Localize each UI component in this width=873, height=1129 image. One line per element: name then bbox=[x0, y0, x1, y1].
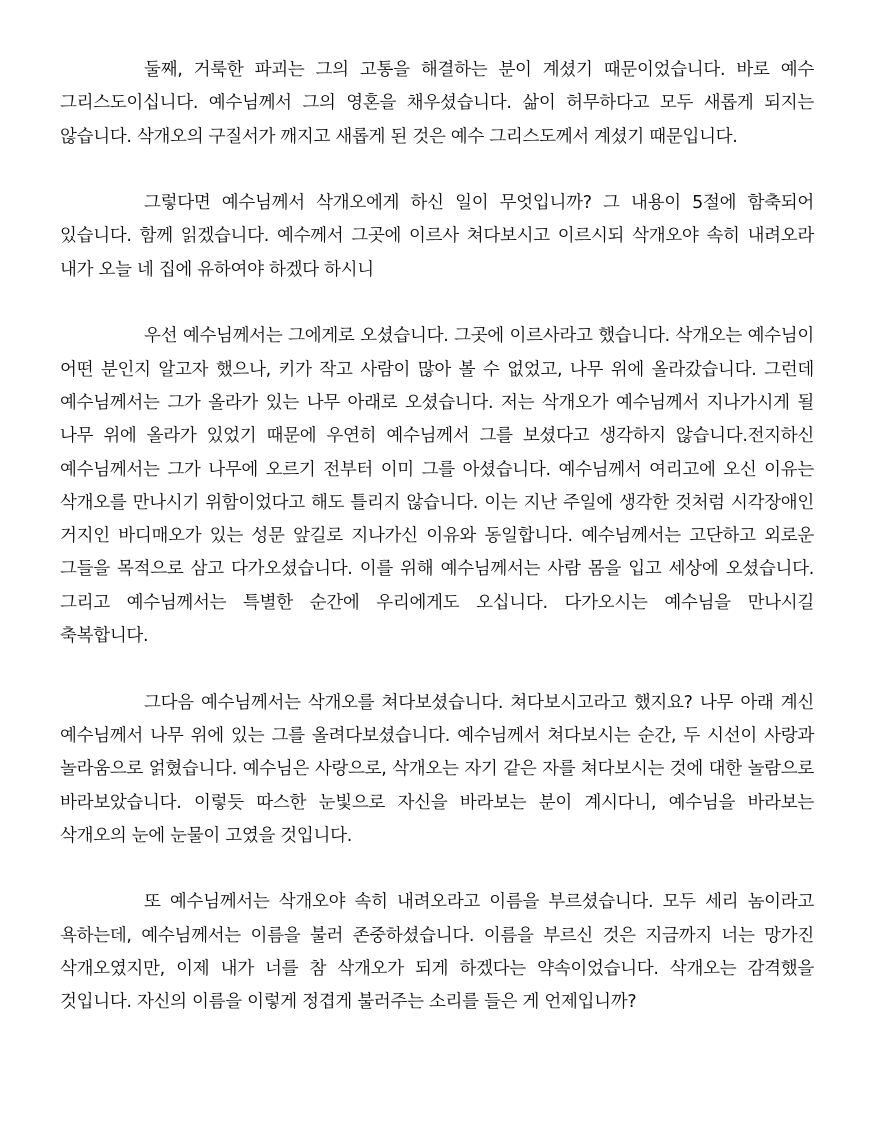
paragraph-3: 우선 예수님께서는 그에게로 오셨습니다. 그곳에 이르사라고 했습니다. 삭개오는 예수님이 어떤 분인지 알고자 했으나, 키가 작고 사람이 많아 볼 수 없었고, 나무 위에 올라갔습니다. 그런데 예수님께서는 그가 올라가 있는 나무 아래로 오셨습니다. 저는 삭개오가 예수님께서 지나가시게 될 나무 위에 올라가 있었기 때문에 우연히 예수님께서 그를 보셨다고 생각하지 않습니다.전지하신 예수님께서는 그가 나무에 오르기 전부터 이미 그를 아셨습니다. 예수님께서 여리고에 오신 이유는 삭개오를 만나시기 위함이었다고 해도 틀리지 않습니다. 이는 지난 주일에 생각한 것처럼 시각장애인 거지인 바디매오가 있는 성문 앞길로 지나가신 이유와 동일합니다. 예수님께서는 고단하고 외로운 그들을 목적으로 삼고 다가오셨습니다. 이를 위해 예수님께서는 사람 몸을 입고 세상에 오셨습니다. 그리고 예수님께서는 특별한 순간에 우리에게도 오십니다. 다가오시는 예수님을 만나시길 축복합니다. bbox=[60, 326, 814, 647]
paragraph-1: 둘째, 거룩한 파괴는 그의 고통을 해결하는 분이 계셨기 때문이었습니다. 바로 예수 그리스도이십니다. 예수님께서 그의 영혼을 채우셨습니다. 삶이 허무하다고 모두 새롭게 되지는 않습니다. 삭개오의 구질서가 깨지고 새롭게 된 것은 예수 그리스도께서 계셨기 때문입니다. bbox=[60, 60, 814, 147]
paragraph-spacer bbox=[60, 154, 814, 187]
paragraph-2: 그렇다면 예수님께서 삭개오에게 하신 일이 무엇입니까? 그 내용이 5절에 함축되어 있습니다. 함께 읽겠습니다. 예수께서 그곳에 이르사 쳐다보시고 이르시되 삭개오야 속히 내려오라 내가 오늘 네 집에 유하여야 하겠다 하시니 bbox=[60, 193, 814, 280]
paragraph-4: 그다음 예수님께서는 삭개오를 쳐다보셨습니다. 쳐다보시고라고 했지요? 나무 아래 계신 예수님께서 나무 위에 있는 그를 올려다보셨습니다. 예수님께서 쳐다보시는 순간, 두 시선이 사랑과 놀라움으로 얽혔습니다. 예수님은 사랑으로, 삭개오는 자기 같은 자를 쳐다보시는 것에 대한 놀람으로 바라보았습니다. 이렇듯 따스한 눈빛으로 자신을 바라보는 분이 계시다니, 예수님을 바라보는 삭개오의 눈에 눈물이 고였을 것입니다. bbox=[60, 692, 814, 846]
paragraph-spacer bbox=[60, 853, 814, 886]
paragraph-spacer bbox=[60, 287, 814, 320]
document-page bbox=[60, 54, 814, 1020]
paragraph-5: 또 예수님께서는 삭개오야 속히 내려오라고 이름을 부르셨습니다. 모두 세리 놈이라고 욕하는데, 예수님께서는 이름을 불러 존중하셨습니다. 이름을 부르신 것은 지금까지 너는 망가진 삭개오였지만, 이제 내가 너를 참 삭개오가 되게 하겠다는 약속이었습니다. 삭개오는 감격했을 것입니다. 자신의 이름을 이렇게 정겹게 불러주는 소리를 들은 게 언제입니까? bbox=[60, 892, 814, 1013]
paragraph-spacer bbox=[60, 653, 814, 686]
